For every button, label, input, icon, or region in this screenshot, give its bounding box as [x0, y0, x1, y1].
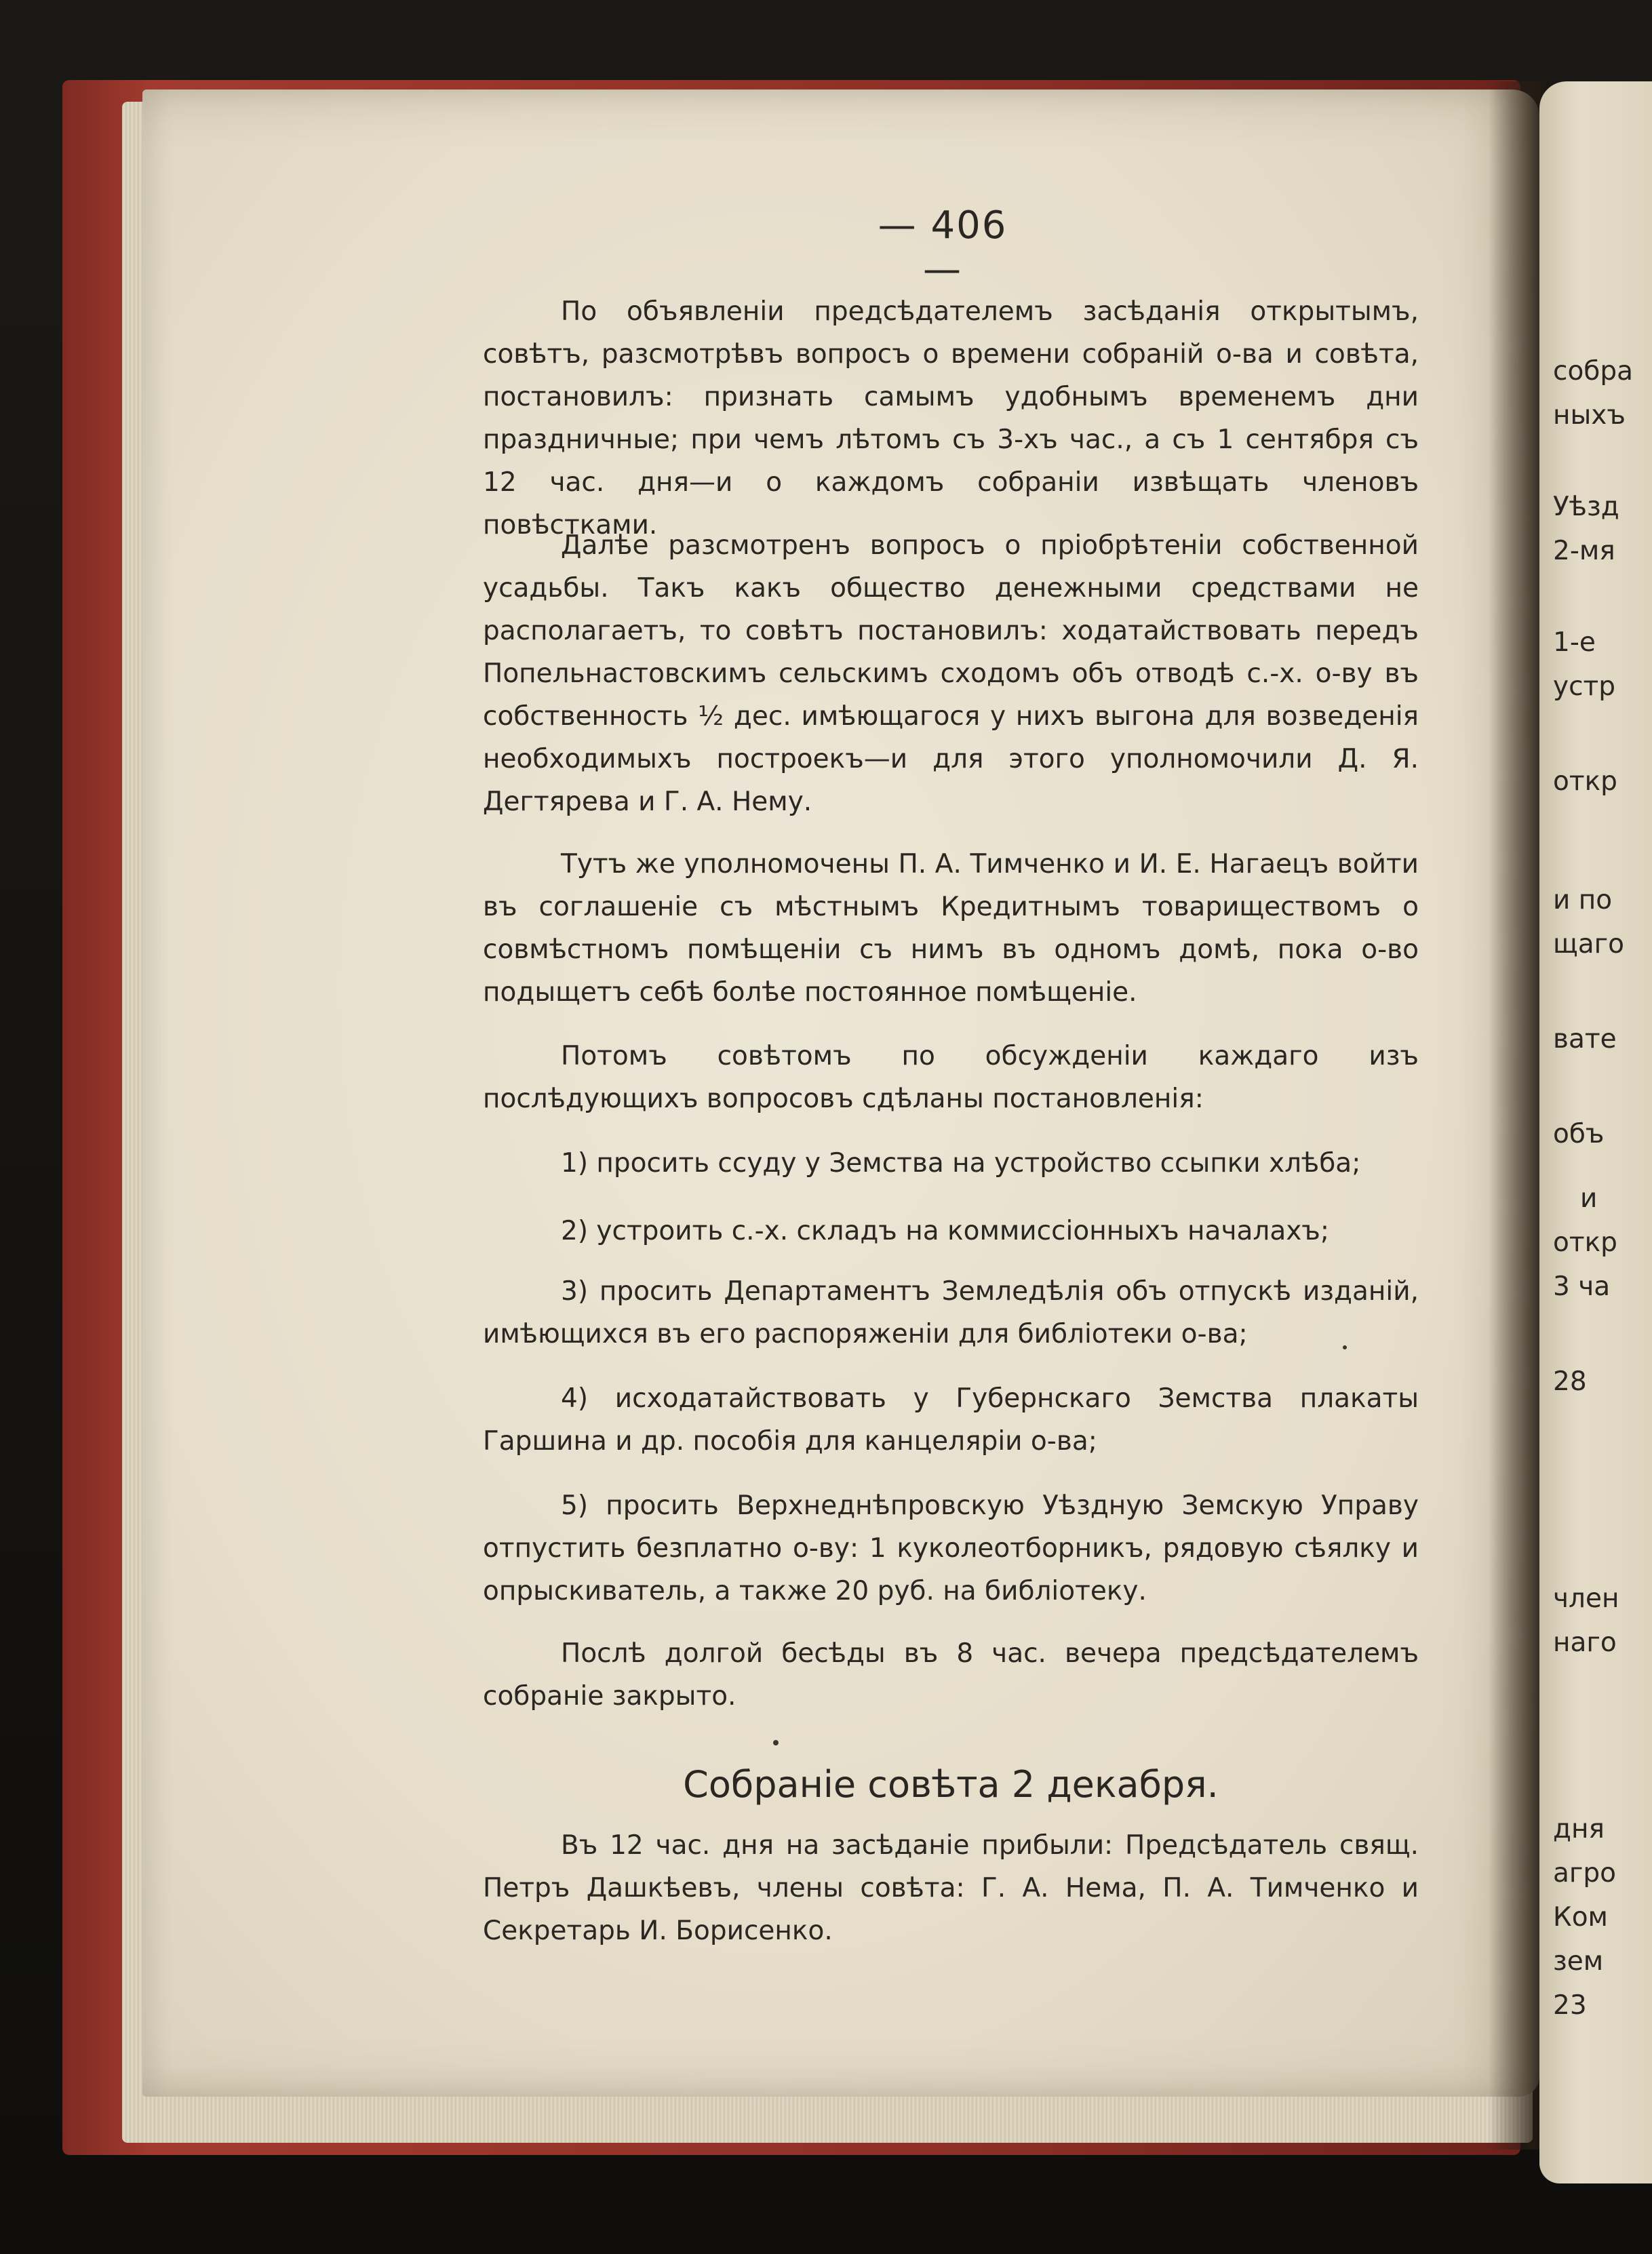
facing-fragment: собра [1553, 356, 1634, 387]
facing-fragment: член [1553, 1583, 1619, 1614]
facing-page [1539, 81, 1652, 2183]
facing-fragment: и [1580, 1183, 1598, 1214]
facing-fragment: 2-мя [1553, 536, 1615, 566]
facing-fragment: 23 [1553, 1990, 1587, 2021]
facing-fragment: устр [1553, 671, 1615, 702]
paragraph: Потомъ совѣтомъ по обсужденіи каждаго изъ послѣдующихъ вопросовъ сдѣланы постановленія: [483, 1041, 1419, 1114]
list-item: 1) просить ссуду у Земства на устройство ссыпки хлѣба; [561, 1148, 1361, 1179]
facing-fragment: 3 ча [1553, 1271, 1611, 1302]
facing-fragment: и по [1553, 885, 1613, 915]
facing-fragment: наго [1553, 1627, 1617, 1658]
paragraph: Въ 12 час. дня на засѣданіе прибыли: Предсѣдатель свящ. Петръ Дашкѣевъ, члены совѣта: Г. А. Нема, П. А. Тимченко и Секретарь И. Борисенко. [483, 1830, 1419, 1946]
facing-fragment: Уѣзд [1553, 492, 1619, 522]
facing-fragment: объ [1553, 1119, 1605, 1149]
list-item: 3) просить Департаментъ Земледѣлія объ отпускѣ изданій, имѣющихся въ его распоряженіи для библіотеки о-ва; [483, 1276, 1419, 1349]
paragraph: Далѣе разсмотренъ вопросъ о пріобрѣтеніи собственной усадьбы. Такъ какъ общество денежными средствами не располагаетъ, то совѣтъ постановилъ: ходатайствовать передъ Попельнастовскимъ сельскимъ сходомъ объ отводѣ с.-х. о-ву въ собственность ½ дес. имѣющагося у нихъ выгона для возведенія необходимыхъ построекъ—и для этого уполномочили Д. Я. Дегтярева и Г. А. Нему. [483, 530, 1419, 817]
section-heading: Собраніе совѣта 2 декабря. [683, 1763, 1219, 1806]
list-item: 4) исходатайствовать у Губернскаго Земства плакаты Гаршина и др. пособія для канцеляріи о-ва; [483, 1383, 1419, 1457]
page-number: — 406 — [878, 203, 1008, 292]
paragraph: Послѣ долгой бесѣды въ 8 час. вечера предсѣдателемъ собраніе закрыто. [483, 1638, 1419, 1712]
facing-fragment: 28 [1553, 1366, 1587, 1397]
facing-fragment: зем [1553, 1946, 1604, 1977]
ink-dot [773, 1740, 779, 1745]
facing-fragment: агро [1553, 1858, 1617, 1889]
facing-fragment: вате [1553, 1024, 1617, 1054]
facing-fragment: дня [1553, 1814, 1605, 1844]
facing-fragment: откр [1553, 766, 1617, 797]
list-item: 5) просить Верхнеднѣпровскую Уѣздную Земскую Управу отпустить безплатно о-ву: 1 куколеотборникъ, рядовую сѣялку и опрыскиватель, а также 20 руб. на библіотеку. [483, 1490, 1419, 1606]
facing-fragment: 1-е [1553, 627, 1596, 658]
facing-fragment: Ком [1553, 1902, 1608, 1933]
facing-fragment: ныхъ [1553, 400, 1626, 431]
paragraph: По объявленіи предсѣдателемъ засѣданія открытымъ, совѣтъ, разсмотрѣвъ вопросъ о времени собраній о-ва и совѣта, постановилъ: признать самымъ удобнымъ временемъ дни праздничные; при чемъ лѣтомъ съ 3-хъ час., а съ 1 сентября съ 12 час. дня—и о каждомъ собраніи извѣщать членовъ повѣстками. [483, 296, 1419, 540]
paragraph: Тутъ же уполномочены П. А. Тимченко и И. Е. Нагаецъ войти въ соглашеніе съ мѣстнымъ Кредитнымъ товариществомъ о совмѣстномъ помѣщеніи съ нимъ въ одномъ домѣ, пока о-во подыщетъ себѣ болѣе постоянное помѣщеніе. [483, 849, 1419, 1008]
list-item: 2) устроить с.-х. складъ на коммиссіонныхъ началахъ; [561, 1216, 1329, 1246]
ink-dot [1343, 1345, 1347, 1349]
facing-fragment: щаго [1553, 929, 1624, 960]
facing-fragment: откр [1553, 1227, 1617, 1258]
